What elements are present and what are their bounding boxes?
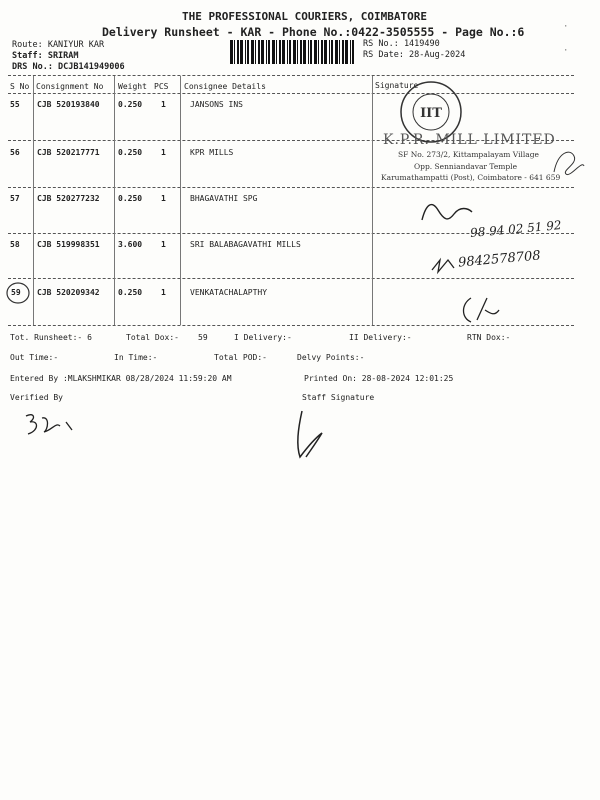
- stamp-address-line: Karumathampatti (Post), Coimbatore - 641 659: [381, 173, 561, 182]
- row-consignment: CJB 520277232: [37, 194, 100, 203]
- row-weight: 3.600: [118, 240, 143, 249]
- verified-by-label: Verified By: [10, 393, 63, 402]
- stamp-address-line: SF No. 273/2, Kittampalayam Village: [398, 150, 539, 159]
- col-divider: [372, 76, 373, 325]
- staff-label: Staff: SRIRAM: [12, 51, 79, 61]
- col-header-signature: Signature: [375, 81, 419, 90]
- col-header-weight: Weight: [118, 82, 147, 91]
- row-weight: 0.250: [118, 194, 143, 203]
- rtn-dox: RTN Dox:-: [467, 333, 511, 342]
- pen-circle-mark: [3, 280, 33, 306]
- signature-scribble: [455, 290, 505, 330]
- row-consignment: CJB 520217771: [37, 148, 100, 157]
- row-consignment: CJB 520209342: [37, 288, 100, 297]
- i-delivery: I Delivery:-: [234, 333, 292, 342]
- drs-number: DRS No.: DCJB141949006: [12, 62, 125, 72]
- col-header-sno: S No: [10, 82, 30, 91]
- row-sno: 59: [11, 288, 21, 297]
- printed-on: Printed On: 28-08-2024 12:01:25: [304, 374, 454, 383]
- stamp-company: K.P.R. MILL LIMITED: [383, 132, 556, 148]
- row-pcs: 1: [161, 240, 166, 249]
- handwritten-phone: 9842578708: [457, 248, 542, 271]
- company-title: THE PROFESSIONAL COURIERS, COIMBATORE: [182, 10, 428, 23]
- barcode: [230, 40, 356, 64]
- row-rule: [8, 278, 574, 279]
- delvy-points: Delvy Points:-: [297, 353, 365, 362]
- row-consignee: VENKATACHALAPTHY: [190, 288, 268, 297]
- row-rule: [8, 187, 574, 188]
- row-sno: 55: [10, 100, 20, 109]
- staff-signature-label: Staff Signature: [302, 393, 375, 402]
- route-label: Route: KANIYUR KAR: [12, 40, 105, 50]
- runsheet-subtitle: Delivery Runsheet - KAR - Phone No.:0422-3505555 - Page No.:6: [102, 25, 525, 39]
- row-consignee: JANSONS INS: [190, 100, 243, 109]
- row-consignee: SRI BALABAGAVATHI MILLS: [190, 240, 301, 249]
- ii-delivery: II Delivery:-: [349, 333, 412, 342]
- col-divider: [180, 76, 181, 325]
- staff-signature: [288, 405, 338, 463]
- kpr-signature: [548, 142, 588, 184]
- row-pcs: 1: [161, 100, 166, 109]
- row-weight: 0.250: [118, 100, 143, 109]
- total-dox-label: Total Dox:-: [126, 333, 179, 342]
- rs-date: RS Date: 28-Aug-2024: [363, 50, 466, 60]
- margin-mark: ·: [563, 46, 569, 56]
- col-header-consignment: Consignment No: [36, 82, 104, 91]
- row-weight: 0.250: [118, 148, 143, 157]
- row-consignee: KPR MILLS: [190, 148, 234, 157]
- handwritten-phone: 98 94 02 51 92: [469, 218, 563, 240]
- entered-by: Entered By :MLAKSHMIKAR 08/28/2024 11:59:20 AM: [10, 374, 232, 383]
- signature-scribble: [428, 254, 458, 276]
- row-consignee: BHAGAVATHI SPG: [190, 194, 258, 203]
- table-header-rule: [8, 93, 574, 94]
- svg-text:IIT: IIT: [420, 106, 442, 121]
- out-time: Out Time:-: [10, 353, 59, 362]
- col-header-pcs: PCS: [154, 82, 169, 91]
- row-weight: 0.250: [118, 288, 143, 297]
- row-pcs: 1: [161, 148, 166, 157]
- verifier-signature: [20, 408, 80, 442]
- total-pod: Total POD:-: [214, 353, 267, 362]
- table-top-rule: [8, 75, 574, 76]
- tot-runsheet: Tot. Runsheet:- 6: [10, 333, 92, 342]
- signature-scribble: [418, 196, 478, 228]
- row-sno: 58: [10, 240, 20, 249]
- col-header-consignee: Consignee Details: [184, 82, 266, 91]
- row-consignment: CJB 520193840: [37, 100, 100, 109]
- row-consignment: CJB 519998351: [37, 240, 100, 249]
- col-divider: [33, 76, 34, 325]
- col-divider: [114, 76, 115, 325]
- row-pcs: 1: [161, 288, 166, 297]
- row-sno: 57: [10, 194, 20, 203]
- row-sno: 56: [10, 148, 20, 157]
- margin-mark: ·: [563, 22, 569, 32]
- stamp-address-line: Opp. Senniandavar Temple: [414, 162, 518, 171]
- in-time: In Time:-: [114, 353, 158, 362]
- rs-number: RS No.: 1419490: [363, 39, 440, 49]
- total-dox-value: 59: [198, 333, 208, 342]
- row-pcs: 1: [161, 194, 166, 203]
